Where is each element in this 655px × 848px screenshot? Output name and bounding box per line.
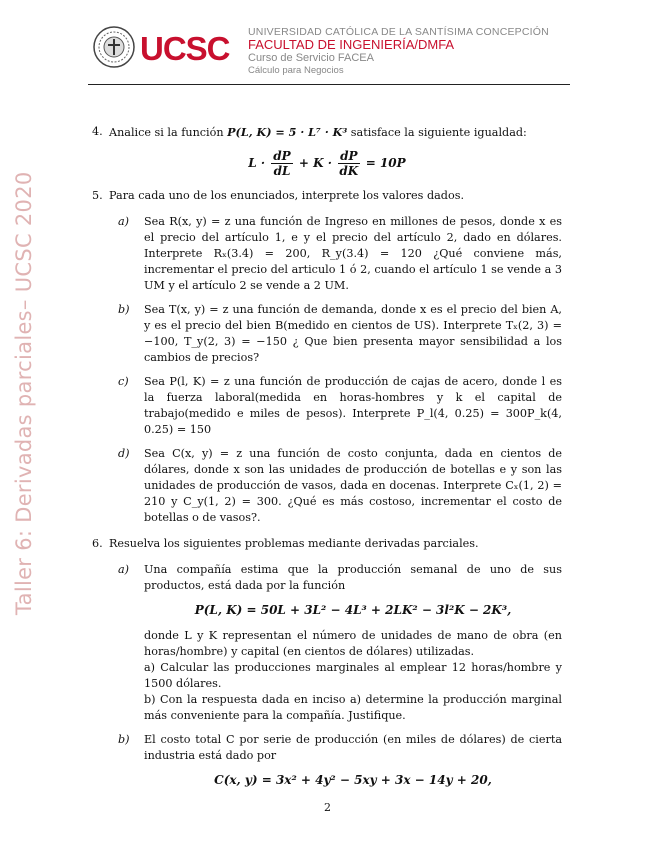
header-rule: [88, 84, 570, 85]
problem-4-function: P(L, K) = 5 · L⁷ · K³: [227, 125, 348, 139]
fraction-dp-dk: [338, 149, 359, 178]
problem-number: 5.: [92, 189, 103, 202]
problem-text: [109, 124, 562, 141]
problem-5: [92, 188, 562, 526]
problem-4-pre: Analice si la función: [109, 126, 224, 139]
frac-denominator: dK: [339, 164, 359, 178]
frac-denominator: dL: [273, 164, 291, 178]
fraction-dp-dl: [271, 149, 292, 178]
eq-rhs: = 10P: [365, 156, 406, 170]
frac-numerator: dP: [340, 149, 358, 163]
document-body: [92, 124, 562, 798]
side-title: Taller 6: Derivadas parciales– UCSC 2020: [12, 171, 36, 615]
problem-text: Para cada uno de los enunciados, interprete los valores dados.: [109, 189, 465, 202]
item-text: El costo total C por serie de producción (en miles de dólares) de cierta industria está dado por: [144, 733, 562, 762]
frac-numerator: dP: [273, 149, 291, 163]
problem-5-items: [118, 214, 562, 526]
problem-4-post: satisface la siguiente igualdad:: [350, 126, 527, 139]
list-item: [118, 732, 562, 788]
item-text: Sea P(l, K) = z una función de producción de cajas de acero, donde l es la fuerza laboral(medida en horas-hombres y k el capital de trabajo(medido e miles de pesos). Interprete P_l(4, 0.25) = 300P_k(4, 0.25) = 150: [144, 375, 562, 436]
item-text: Sea C(x, y) = z una función de costo conjunta, dada en cientos de dólares, donde x son las unidades de producción de botellas e y son las unidades de producción de vasos, dada en docenas. Interprete Cₓ(1, 2) = 210 y C_y(1, 2) = 300. ¿Qué es más costoso, incrementar el costo de botellas o de vasos?.: [144, 447, 562, 524]
list-item: [118, 214, 562, 294]
problem-4: [92, 124, 562, 178]
cost-equation: C(x, y) = 3x² + 4y² − 5xy + 3x − 14y + 20,: [214, 773, 492, 787]
item-label: a): [118, 215, 130, 228]
item-label: c): [118, 375, 129, 388]
eq-term-l: L ·: [248, 156, 266, 170]
university-name: UNIVERSIDAD CATÓLICA DE LA SANTÍSIMA CONCEPCIÓN: [248, 26, 549, 38]
list-item: [118, 302, 562, 366]
page-header: [88, 22, 570, 84]
item-text: Una compañía estima que la producción semanal de uno de sus productos, está dada por la función: [144, 563, 562, 592]
faculty-name: FACULTAD DE INGENIERÍA/DMFA: [248, 37, 455, 52]
item-question-a: a) Calcular las producciones marginales al emplear 12 horas/hombre y 1500 dólares.: [144, 661, 562, 690]
list-item: [118, 446, 562, 526]
list-item: [118, 562, 562, 724]
problem-number: 6.: [92, 537, 103, 550]
header-text: [248, 26, 549, 77]
item-description: donde L y K representan el número de unidades de mano de obra (en horas/hombre) y capital (en cientos de dólares) utilizadas.: [144, 629, 562, 658]
problem-6-items: [118, 562, 562, 788]
eq-term-k: + K ·: [298, 156, 332, 170]
problem-number: 4.: [92, 125, 103, 138]
item-question-b: b) Con la respuesta dada en inciso a) determine la producción marginal más conveniente para la compañía. Justifique.: [144, 693, 562, 722]
item-label: d): [118, 447, 130, 460]
subject-name: Cálculo para Negocios: [248, 65, 344, 76]
ucsc-logo: UCSC: [140, 30, 230, 67]
item-label: a): [118, 563, 130, 576]
course-name: Curso de Servicio FACEA: [248, 52, 374, 64]
item-label: b): [118, 303, 130, 316]
list-item: [118, 374, 562, 438]
production-equation: P(L, K) = 50L + 3L² − 4L³ + 2LK² − 3l²K − 2K³,: [194, 603, 512, 617]
problem-4-equation: [92, 149, 562, 178]
problem-text: Resuelva los siguientes problemas mediante derivadas parciales.: [109, 537, 479, 550]
university-seal-icon: [92, 25, 136, 69]
item-text: Sea T(x, y) = z una función de demanda, donde x es el precio del bien A, y es el precio del bien B(medido en cientos de US). Interprete Tₓ(2, 3) = −100, T_y(2, 3) = −150 ¿ Que bien presenta mayor sensibilidad a los cambios de precios?: [144, 303, 562, 364]
item-text: Sea R(x, y) = z una función de Ingreso en millones de pesos, donde x es el precio del artículo 1, e y el precio del artículo 2, dado en dólares. Interprete Rₓ(3.4) = 200, R_y(3.4) = 120 ¿Qué conviene más, incrementar el precio del articulo 1 ó 2, cuando el artículo 1 se vende a 3 UM y el artículo 2 se vende a 2 UM.: [144, 215, 562, 292]
problem-6: [92, 536, 562, 788]
page-number: 2: [324, 801, 331, 814]
item-label: b): [118, 733, 130, 746]
